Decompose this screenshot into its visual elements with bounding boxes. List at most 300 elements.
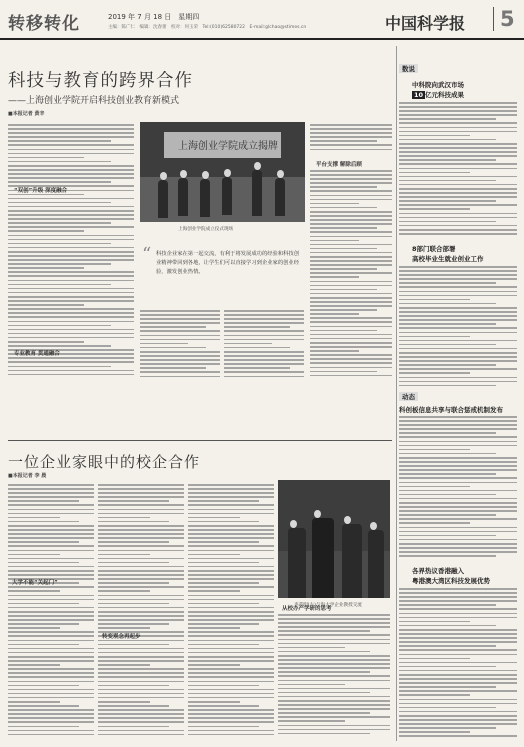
text-line: [399, 286, 517, 288]
text-line: [8, 325, 111, 327]
text-line: [8, 366, 111, 368]
text-line: [188, 721, 274, 723]
text-line: [310, 223, 392, 225]
text-line: [224, 326, 290, 328]
text-line: [98, 701, 150, 703]
text-line: [399, 233, 517, 235]
text-line: [98, 541, 169, 543]
text-line: [188, 566, 274, 568]
text-line: [140, 343, 188, 345]
sidebar-item4-title-line2: 粤港澳大湾区科技发展优势: [412, 577, 490, 585]
text-line: [188, 717, 274, 719]
text-line: [8, 357, 134, 359]
text-line: [399, 592, 517, 594]
text-line: [8, 321, 134, 323]
sidebar-item1-title-line1: 中科院向武汉市场: [412, 81, 464, 89]
text-line: [188, 537, 274, 539]
text-line: [310, 350, 359, 352]
text-line: [8, 595, 94, 597]
text-line: [188, 701, 240, 703]
text-line: [224, 322, 304, 324]
text-line: [278, 692, 370, 694]
text-line: [278, 626, 390, 628]
text-line: [8, 717, 94, 719]
text-line: [224, 318, 304, 320]
text-line: [310, 207, 377, 209]
text-line: [8, 734, 94, 736]
main-subhead-1: “双创”升级 深度融合: [14, 188, 68, 194]
text-line: [188, 607, 274, 609]
text-line: [310, 346, 392, 348]
text-line: [278, 647, 345, 649]
text-line: [188, 644, 259, 646]
sidebar-item2-text: [399, 266, 517, 390]
text-line: [98, 586, 184, 588]
photo-banner: [164, 132, 281, 158]
text-line: [188, 689, 274, 691]
text-line: [8, 484, 94, 486]
text-line: [310, 215, 392, 217]
text-line: [399, 645, 496, 647]
text-line: [8, 136, 134, 138]
text-line: [399, 510, 517, 512]
text-line: [310, 264, 392, 266]
text-line: [8, 529, 94, 531]
text-line: [399, 600, 517, 602]
text-line: [8, 570, 94, 572]
text-line: [399, 348, 517, 350]
text-line: [8, 235, 134, 237]
text-line: [8, 308, 134, 310]
text-line: [399, 184, 517, 186]
text-line: [188, 697, 274, 699]
text-line: [98, 562, 169, 564]
text-line: [188, 709, 274, 711]
text-line: [399, 344, 496, 346]
text-line: [310, 293, 392, 295]
text-line: [188, 603, 259, 605]
text-line: [399, 445, 517, 447]
newspaper-logo: 中国科学报: [385, 14, 466, 33]
text-line: [8, 607, 94, 609]
text-line: [399, 295, 517, 297]
text-line: [8, 676, 94, 678]
text-line: [399, 143, 517, 145]
text-line: [140, 371, 220, 373]
main-byline: ■本报记者 黄辛: [8, 111, 45, 117]
text-line: [310, 326, 392, 328]
sidebar-item2-title-line1: 8部门联合部署: [412, 245, 456, 253]
text-line: [188, 550, 274, 552]
text-line: [399, 518, 517, 520]
text-line: [8, 685, 79, 687]
text-line: [140, 335, 220, 337]
sidebar-label-data: 数说: [399, 64, 418, 73]
column-divider: [396, 46, 397, 741]
text-line: [8, 132, 134, 134]
text-line: [8, 280, 134, 282]
text-line: [98, 607, 184, 609]
main-headline: 科技与教育的跨界合作: [8, 71, 193, 91]
text-line: [399, 522, 470, 524]
text-line: [8, 681, 94, 683]
text-line: [98, 582, 169, 584]
text-line: [399, 498, 517, 500]
main-subhead-3: 平台支撑 解除后顾: [316, 162, 362, 168]
text-line: [8, 640, 94, 642]
text-line: [278, 700, 390, 702]
text-line: [399, 110, 517, 112]
text-line: [8, 525, 94, 527]
text-line: [399, 270, 517, 272]
text-line: [399, 299, 470, 301]
text-line: [310, 195, 392, 197]
text-line: [310, 231, 392, 233]
text-line: [399, 637, 517, 639]
text-line: [8, 374, 134, 376]
person-figure: [222, 177, 232, 215]
text-line: [224, 376, 304, 378]
text-line: [98, 730, 184, 732]
text-line: [188, 652, 274, 654]
text-line: [8, 337, 134, 339]
text-line: [98, 668, 184, 670]
text-line: [8, 541, 79, 543]
text-line: [8, 660, 94, 662]
text-line: [399, 674, 517, 676]
text-line: [188, 545, 274, 547]
text-line: [224, 314, 304, 316]
story-divider: [8, 440, 392, 441]
text-line: [98, 545, 184, 547]
text-line: [188, 660, 274, 662]
text-line: [399, 360, 517, 362]
sidebar-item4-title-line1: 各界热议香港融入: [412, 567, 464, 575]
text-line: [8, 296, 134, 298]
text-line: [278, 729, 390, 731]
text-line: [399, 457, 517, 459]
text-line: [399, 229, 517, 231]
text-line: [188, 562, 259, 564]
text-line: [310, 338, 392, 340]
text-line: [8, 550, 94, 552]
text-line: [8, 689, 94, 691]
text-line: [399, 662, 517, 664]
text-line: [399, 699, 517, 701]
text-line: [8, 721, 94, 723]
text-line: [310, 358, 392, 360]
text-line: [399, 266, 517, 268]
text-line: [399, 535, 496, 537]
text-line: [188, 554, 240, 556]
text-line: [278, 712, 370, 714]
text-line: [8, 615, 94, 617]
text-line: [8, 693, 94, 695]
text-line: [98, 672, 184, 674]
text-line: [399, 428, 517, 430]
text-line: [399, 658, 470, 660]
text-line: [310, 248, 377, 250]
text-line: [310, 367, 392, 369]
text-line: [278, 696, 390, 698]
second-photo-caption: 李蒂明(左)与海大学企业教授交流: [294, 603, 362, 608]
text-line: [399, 596, 517, 598]
text-line: [8, 513, 94, 515]
text-line: [399, 102, 517, 104]
text-line: [8, 198, 134, 200]
text-line: [310, 240, 359, 242]
text-line: [278, 725, 390, 727]
main-article-col-3: [224, 310, 304, 382]
text-line: [98, 721, 184, 723]
person-figure: [288, 528, 306, 598]
sidebar-item4-text: [399, 588, 517, 741]
text-line: [98, 627, 150, 629]
text-line: [399, 666, 496, 668]
text-line: [98, 623, 169, 625]
text-line: [278, 667, 390, 669]
text-line: [310, 203, 359, 205]
text-line: [224, 355, 304, 357]
main-subhead-2: 专业教育 贯通融合: [14, 351, 60, 357]
text-line: [8, 345, 111, 347]
text-line: [8, 558, 94, 560]
text-line: [399, 416, 517, 418]
text-line: [98, 644, 169, 646]
text-line: [188, 517, 240, 519]
text-line: [140, 359, 220, 361]
text-line: [399, 641, 517, 643]
text-line: [8, 537, 94, 539]
text-line: [188, 664, 240, 666]
editor-contact: 主编：陈广仁 编辑：沈春蕾 校对：何玉荣 Tel:(010)62580722 E-mail:glchao@stimes.cn: [108, 25, 307, 30]
text-line: [310, 211, 392, 213]
text-line: [399, 364, 496, 366]
text-line: [278, 680, 390, 682]
text-line: [8, 623, 79, 625]
text-line: [310, 186, 377, 188]
text-line: [188, 500, 259, 502]
text-line: [98, 504, 184, 506]
pull-quote-text: 科技企业家在第一起交流，有利于将发展成功的经验和科技创业精神带回到各地，让学生们可以直接学习到企业家的创业经验，激发创业热情。: [156, 251, 300, 275]
text-line: [8, 697, 94, 699]
text-line: [98, 652, 184, 654]
text-line: [8, 574, 94, 576]
text-line: [399, 368, 517, 370]
main-article-col-4: [310, 124, 392, 156]
text-line: [399, 482, 517, 484]
text-line: [278, 655, 390, 657]
text-line: [8, 275, 134, 277]
text-line: [399, 200, 496, 202]
text-line: [140, 347, 206, 349]
text-line: [310, 136, 392, 138]
text-line: [310, 132, 392, 134]
issue-date: 2019 年 7 月 18 日 星期四: [108, 13, 200, 21]
second-headline: 一位企业家眼中的校企合作: [8, 453, 201, 471]
text-line: [8, 611, 94, 613]
text-line: [399, 432, 496, 434]
text-line: [8, 709, 94, 711]
text-line: [188, 492, 274, 494]
text-line: [8, 173, 134, 175]
text-line: [399, 180, 496, 182]
text-line: [310, 317, 392, 319]
text-line: [188, 599, 274, 601]
text-line: [399, 735, 517, 737]
text-line: [310, 256, 392, 258]
text-line: [98, 590, 150, 592]
text-line: [98, 681, 184, 683]
text-line: [98, 517, 150, 519]
sidebar-item1-text: [399, 102, 517, 240]
text-line: [399, 629, 517, 631]
text-line: [188, 529, 274, 531]
text-line: [8, 361, 134, 363]
text-line: [399, 332, 517, 334]
text-line: [188, 631, 274, 633]
text-line: [399, 617, 517, 619]
text-line: [188, 541, 259, 543]
text-line: [310, 140, 377, 142]
text-line: [399, 122, 517, 124]
text-line: [8, 140, 111, 142]
text-line: [399, 473, 496, 475]
text-line: [8, 316, 134, 318]
text-line: [8, 599, 94, 601]
text-line: [278, 659, 390, 661]
text-line: [8, 648, 94, 650]
text-line: [399, 490, 517, 492]
text-line: [8, 631, 94, 633]
text-line: [399, 323, 496, 325]
text-line: [399, 494, 496, 496]
text-line: [399, 621, 470, 623]
text-line: [8, 644, 79, 646]
text-line: [98, 509, 184, 511]
text-line: [8, 226, 134, 228]
text-line: [278, 651, 370, 653]
text-line: [278, 614, 390, 616]
person-figure: [178, 178, 188, 216]
text-line: [310, 309, 377, 311]
text-line: [399, 633, 517, 635]
text-line: [140, 326, 206, 328]
text-line: [399, 649, 517, 651]
text-line: [98, 566, 184, 568]
text-line: [98, 574, 184, 576]
text-line: [98, 595, 184, 597]
text-line: [399, 127, 517, 129]
text-line: [140, 363, 220, 365]
text-line: [188, 595, 274, 597]
text-line: [224, 310, 304, 312]
text-line: [310, 375, 392, 377]
text-line: [399, 319, 517, 321]
text-line: [188, 627, 240, 629]
text-line: [188, 488, 274, 490]
text-line: [399, 719, 517, 721]
text-line: [188, 693, 274, 695]
text-line: [278, 675, 390, 677]
text-line: [188, 525, 274, 527]
text-line: [399, 453, 496, 455]
text-line: [399, 670, 517, 672]
text-line: [399, 352, 517, 354]
text-line: [399, 168, 517, 170]
text-line: [98, 603, 169, 605]
text-line: [188, 726, 259, 728]
text-line: [399, 436, 517, 438]
text-line: [224, 343, 272, 345]
text-line: [98, 693, 184, 695]
second-article-col-3: [188, 484, 274, 741]
text-line: [188, 586, 274, 588]
text-line: [98, 717, 184, 719]
text-line: [98, 496, 184, 498]
text-line: [399, 311, 517, 313]
text-line: [8, 521, 79, 523]
sidebar-item2-title-line2: 高校毕业生就业创业工作: [412, 255, 484, 263]
text-line: [399, 461, 517, 463]
text-line: [399, 159, 496, 161]
text-line: [140, 367, 206, 369]
text-line: [399, 213, 517, 215]
text-line: [399, 703, 517, 705]
person-figure: [275, 178, 285, 216]
text-line: [310, 199, 392, 201]
text-line: [98, 697, 184, 699]
text-line: [399, 731, 470, 733]
text-line: [8, 210, 134, 212]
text-line: [8, 230, 84, 232]
text-line: [8, 177, 134, 179]
text-line: [8, 304, 84, 306]
text-line: [399, 654, 517, 656]
text-line: [278, 634, 390, 636]
text-line: [310, 236, 392, 238]
text-line: [399, 690, 517, 692]
text-line: [310, 178, 392, 180]
text-line: [98, 533, 184, 535]
text-line: [399, 163, 517, 165]
text-line: [278, 704, 390, 706]
text-line: [8, 124, 134, 126]
text-line: [399, 506, 517, 508]
text-line: [224, 330, 304, 332]
text-line: [310, 276, 359, 278]
text-line: [278, 733, 370, 735]
text-line: [278, 639, 390, 641]
text-line: [140, 330, 220, 332]
text-line: [399, 449, 470, 451]
text-line: [188, 672, 274, 674]
text-line: [399, 118, 496, 120]
text-line: [98, 734, 184, 736]
text-line: [399, 217, 517, 219]
text-line: [8, 504, 94, 506]
text-line: [98, 488, 184, 490]
second-article-col-2: [98, 484, 184, 741]
text-line: [8, 247, 134, 249]
text-line: [188, 558, 274, 560]
text-line: [98, 615, 184, 617]
text-line: [140, 318, 220, 320]
text-line: [399, 327, 517, 329]
text-line: [399, 441, 517, 443]
main-article-col-1: [8, 124, 134, 379]
sidebar-item3-title: 科创板信息共享与联合惩戒机制发布: [399, 406, 503, 414]
